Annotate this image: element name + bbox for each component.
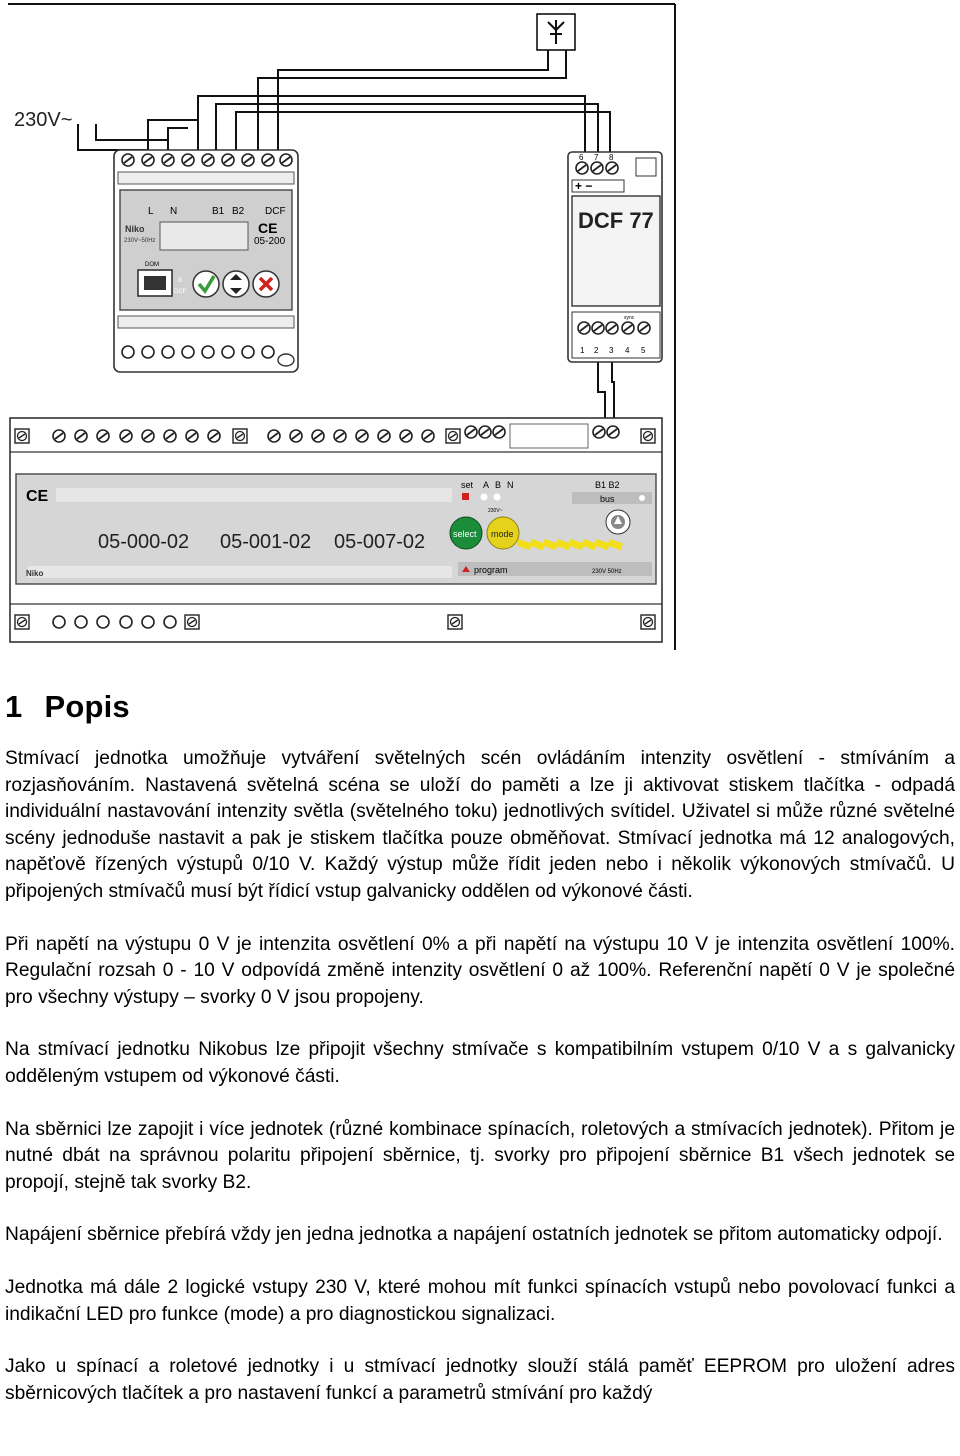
confirm-button[interactable] [193,271,219,297]
timer-model: 05-200 [254,236,286,247]
dcf-antenna [537,14,575,50]
dimmer-ce-mark: CE [26,488,49,505]
timer-top-screws [122,154,292,166]
dcf-bottom-label-1: 1 [580,346,585,355]
timer-ce-mark: CE [258,220,278,236]
dimmer-model-2: 05-001-02 [220,531,312,553]
select-button[interactable] [450,517,482,549]
description-section [5,688,955,1407]
timer-label-b1: B1 [212,206,225,217]
dcf77-module [568,152,662,362]
mode-button-label: mode [491,529,514,539]
dcf-bottom-label-3: 3 [609,346,614,355]
dimmer-rating: 230V 50Hz [592,569,622,575]
dcf-bottom-label-2: 2 [594,346,599,355]
timer-display [160,222,248,250]
dimmer-bus-label: bus [600,494,615,504]
dcf-terminal-label-8: 8 [609,153,614,162]
label-b: B [495,480,502,490]
timer-label-l: L [148,206,154,217]
address-dial[interactable] [606,510,630,534]
timer-label-b2: B2 [232,206,245,217]
timer-label-n: N [170,206,178,217]
paragraph-voltage-range: Při napětí na výstupu 0 V je intenzita osvětlení 0% a při napětí na výstupu 10 V je intenzita osvětlení 100%. Regulační rozsah 0 - 10 V odpovídá změně intenzity osvětlení 0 až 100%. Referenční napětí 0 V je společné pro všechny výstupy – svorky 0 V jsou propojeny. [5,933,955,1008]
supply-label: 230V~ [14,109,73,131]
dcf-terminal-label-6: 6 [579,153,584,162]
paragraph-intro: Stmívací jednotka umožňuje vytváření světelných scén ovládáním intenzity osvětlení - stmíváním a rozjasňováním. Nastavená světelná scéna se uloží do paměti a lze ji aktivovat stiskem tlačítka - odpadá individuální nastavování intenzity světla (světelného toku) jednotlivých svítidel. Uživatel si může různé světelné scény jednoduše nastavit a pak je stiskem tlačítka pouze obměňovat. Stmívací jednotka má 12 analogových, napěťově řízených výstupů 0/10 V. Každý výstup může řídit jeden nebo i několik výkonových stmívačů. U připojených stmívačů musí být řídicí vstup galvanicky oddělen od výkonové části. [5,748,955,902]
section-title: Popis [44,689,130,724]
paragraph-bus-power: Napájení sběrnice přebírá vždy jen jedna jednotka a napájení ostatních jednotek se přitom automaticky odpojí. [5,1224,943,1246]
label-a: A [483,480,490,490]
select-button-label: select [453,529,477,539]
dcf-title: DCF 77 [578,208,654,233]
timer-module [114,150,298,372]
dcf-bottom-label-5: 5 [641,346,646,355]
paragraph-logic-inputs: Jednotka má dále 2 logické vstupy 230 V, které mohou mít funkci spínacích vstupů nebo povolovací funkci a indikační LED pro funkce (mode) a pro diagnostickou signalizaci. [5,1276,955,1325]
timer-rating: 230V~50Hz [124,238,156,244]
paragraph-bus-wiring: Na sběrnici lze zapojit i více jednotek (různé kombinace spínacích, roletových a stmívacích jednotek). Přitom je nutné dbát na správnou polaritu připojení sběrnice, tj. svorky pro připojení sběrnice B1 všech jednotek se propojí, stejně tak svorky B2. [5,1118,955,1193]
timer-led-label-dcf: DCF [174,289,187,295]
dimmer-unit [10,418,662,642]
program-label: program [474,565,508,575]
dcf-bottom-screws [578,322,650,334]
wiring-diagram [0,0,960,660]
timer-label-dcf: DCF [265,206,286,217]
timer-brand: Niko [125,224,145,234]
dimmer-brand: Niko [26,569,44,578]
dimmer-model-3: 05-007-02 [334,531,426,553]
dimmer-bus-terminals: B1 B2 [595,480,620,490]
dimmer-model-1: 05-000-02 [98,531,190,553]
timer-port-label: DOM [145,262,159,268]
dcf-sync-label: sync [624,315,635,321]
label-n: N [507,480,514,490]
timer-led-label-b: B [178,278,183,284]
set-led [462,493,469,500]
dcf-polarity: + − [575,179,593,193]
section-number: 1 [5,689,23,724]
up-down-button[interactable] [223,271,249,297]
paragraph-eeprom: Jako u spínací a roletové jednotky i u stmívací jednotky slouží stálá paměť EEPROM pro uložení adres sběrnicových tlačítek a pro nastavení funkcí a parametrů stmívání pro každý [5,1356,955,1404]
section-heading [5,688,955,726]
label-set: set [461,480,474,490]
mode-button[interactable] [487,517,519,549]
cancel-button[interactable] [253,271,279,297]
dcf-bottom-label-4: 4 [625,346,630,355]
dimmer-voltage-label: 230V~ [488,508,503,514]
dcf-terminal-label-7: 7 [594,153,599,162]
paragraph-compatibility: Na stmívací jednotku Nikobus lze připojit všechny stmívače s kompatibilním vstupem 0/10 V a s galvanicky odděleným vstupem od výkonové části. [5,1039,955,1087]
